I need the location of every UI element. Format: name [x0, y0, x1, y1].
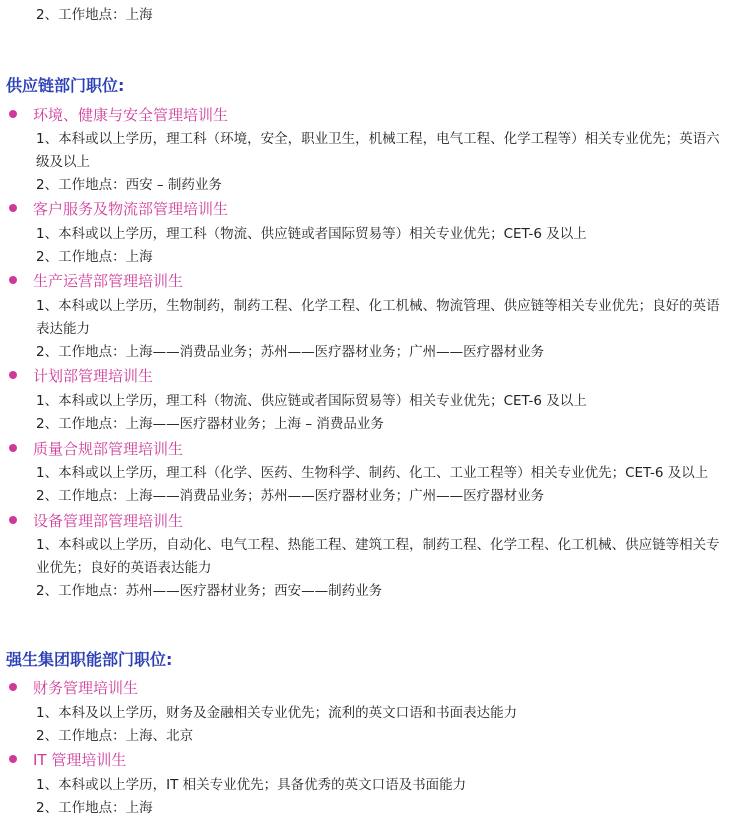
- bullet-icon: [9, 276, 17, 284]
- intro-location: 2、工作地点：上海: [36, 7, 153, 23]
- bullet-icon: [9, 110, 17, 118]
- job-location: 2、工作地点：上海: [36, 800, 153, 816]
- job-title-production-ops: [9, 270, 183, 292]
- bullet-icon: [9, 755, 17, 763]
- job-title-ehs: [9, 104, 228, 126]
- job-requirement: 1、本科或以上学历，自动化、电气工程、热能工程、建筑工程，制药工程、化学工程、化工机械、供应链等相关专: [36, 537, 720, 553]
- job-location: 2、工作地点：上海、北京: [36, 728, 194, 744]
- job-location: 2、工作地点：上海——医疗器材业务；上海 – 消费品业务: [36, 416, 384, 432]
- job-location: 2、工作地点：上海——消费品业务；苏州——医疗器材业务；广州——医疗器材业务: [36, 488, 545, 504]
- bullet-icon: [9, 444, 17, 452]
- job-title-text: 生产运营部管理培训生: [33, 272, 184, 290]
- job-requirement: 1、本科或以上学历，理工科（环境，安全，职业卫生，机械工程，电气工程、化学工程等）相关专业优先；英语六: [36, 131, 720, 147]
- bullet-icon: [9, 371, 17, 379]
- section-title-corporate: 强生集团职能部门职位:: [6, 650, 173, 669]
- bullet-icon: [9, 683, 17, 691]
- job-requirement: 1、本科及以上学历，财务及金融相关专业优先；流利的英文口语和书面表达能力: [36, 705, 518, 721]
- job-requirement-cont: 级及以上: [36, 154, 90, 170]
- bullet-icon: [9, 204, 17, 212]
- job-title-text: 客户服务及物流部管理培训生: [33, 200, 229, 218]
- job-title-text: 财务管理培训生: [33, 679, 139, 697]
- job-title-text: 质量合规部管理培训生: [33, 440, 184, 458]
- job-title-finance: [9, 677, 138, 699]
- job-location: 2、工作地点：苏州——医疗器材业务；西安——制药业务: [36, 583, 383, 599]
- job-requirement: 1、本科或以上学历，理工科（物流、供应链或者国际贸易等）相关专业优先；CET-6 及以上: [36, 226, 587, 242]
- job-requirement: 1、本科或以上学历，理工科（物流、供应链或者国际贸易等）相关专业优先；CET-6 及以上: [36, 393, 587, 409]
- job-title-text: 设备管理部管理培训生: [33, 512, 184, 530]
- job-title-text: IT 管理培训生: [33, 751, 127, 769]
- job-location: 2、工作地点：上海: [36, 249, 153, 265]
- job-title-customer-service: [9, 198, 228, 220]
- job-requirement-cont: 表达能力: [36, 321, 90, 337]
- job-title-it: [9, 749, 126, 771]
- job-title-quality: [9, 438, 183, 460]
- section-title-supply-chain: 供应链部门职位:: [6, 76, 125, 95]
- job-title-equipment: [9, 510, 183, 532]
- job-title-planning: [9, 365, 153, 387]
- job-requirement: 1、本科或以上学历，生物制药，制药工程、化学工程、化工机械、物流管理、供应链等相关专业优先；良好的英语: [36, 298, 720, 314]
- job-title-text: 计划部管理培训生: [33, 367, 154, 385]
- job-title-text: 环境、健康与安全管理培训生: [33, 106, 229, 124]
- bullet-icon: [9, 516, 17, 524]
- job-location: 2、工作地点：上海——消费品业务；苏州——医疗器材业务；广州——医疗器材业务: [36, 344, 545, 360]
- job-location: 2、工作地点：西安 – 制药业务: [36, 177, 222, 193]
- job-requirement-cont: 业优先；良好的英语表达能力: [36, 560, 212, 576]
- job-requirement: 1、本科或以上学历，IT 相关专业优先；具备优秀的英文口语及书面能力: [36, 777, 467, 793]
- job-requirement: 1、本科或以上学历，理工科（化学、医药、生物科学、制药、化工、工业工程等）相关专业优先；CET-6 及以上: [36, 465, 709, 481]
